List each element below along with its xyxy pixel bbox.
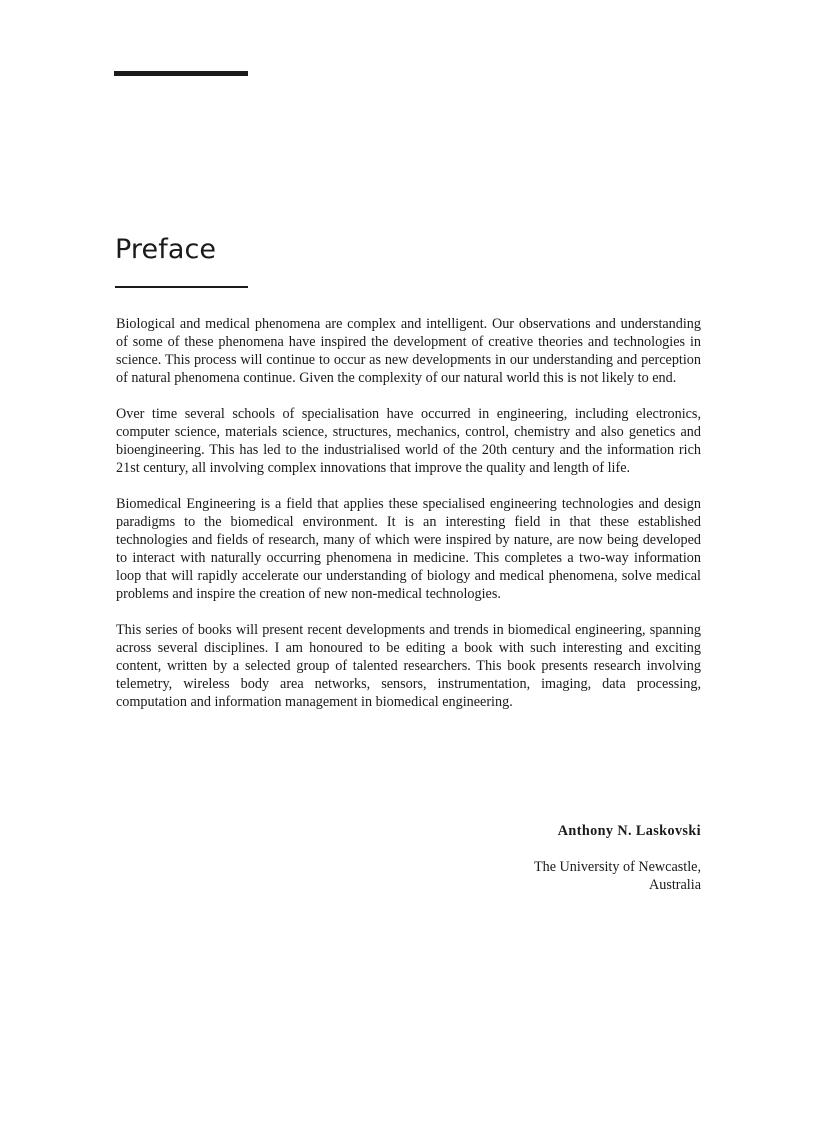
- title-underline-rule: [115, 286, 248, 288]
- top-decorative-rule: [114, 71, 248, 76]
- affiliation-line-2: Australia: [648, 877, 701, 893]
- paragraph-3: Biomedical Engineering is a field that applies these specialised engineering technologies and design paradigms to the biomedical environment. It is an interesting field in that these established technologies and fields of research, many of which were inspired by nature, are now being developed to interact with naturally occurring phenomena in medicine. This completes a two-way information loop that will rapidly accelerate our understanding of biology and medical phenomena, solve medical problems and inspire the creation of new non-medical technologies.: [116, 496, 701, 602]
- preface-body: [116, 315, 701, 729]
- affiliation-line-1: The University of Newcastle,: [533, 859, 701, 875]
- page-title: Preface: [115, 234, 217, 265]
- paragraph-4: This series of books will present recent developments and trends in biomedical engineering, spanning across several disciplines. I am honoured to be editing a book with such interesting and exciting content, written by a selected group of talented researchers. This book presents research involving telemetry, wireless body area networks, sensors, instrumentation, imaging, data processing, computation and information management in biomedical engineering.: [116, 622, 701, 710]
- author-name: Anthony N. Laskovski: [557, 823, 701, 839]
- signature-block: [534, 822, 701, 894]
- paragraph-1: Biological and medical phenomena are complex and intelligent. Our observations and understanding of some of these phenomena have inspired the development of creative theories and technologies in science. This process will continue to occur as new developments in our understanding and perception of natural phenomena continue. Given the complexity of our natural world this is not likely to end.: [116, 316, 701, 386]
- paragraph-2: Over time several schools of specialisation have occurred in engineering, including electronics, computer science, materials science, structures, mechanics, control, chemistry and also genetics and bioengineering. This has led to the industrialised world of the 20th century and the information rich 21st century, all involving complex innovations that improve the quality and length of life.: [116, 406, 701, 476]
